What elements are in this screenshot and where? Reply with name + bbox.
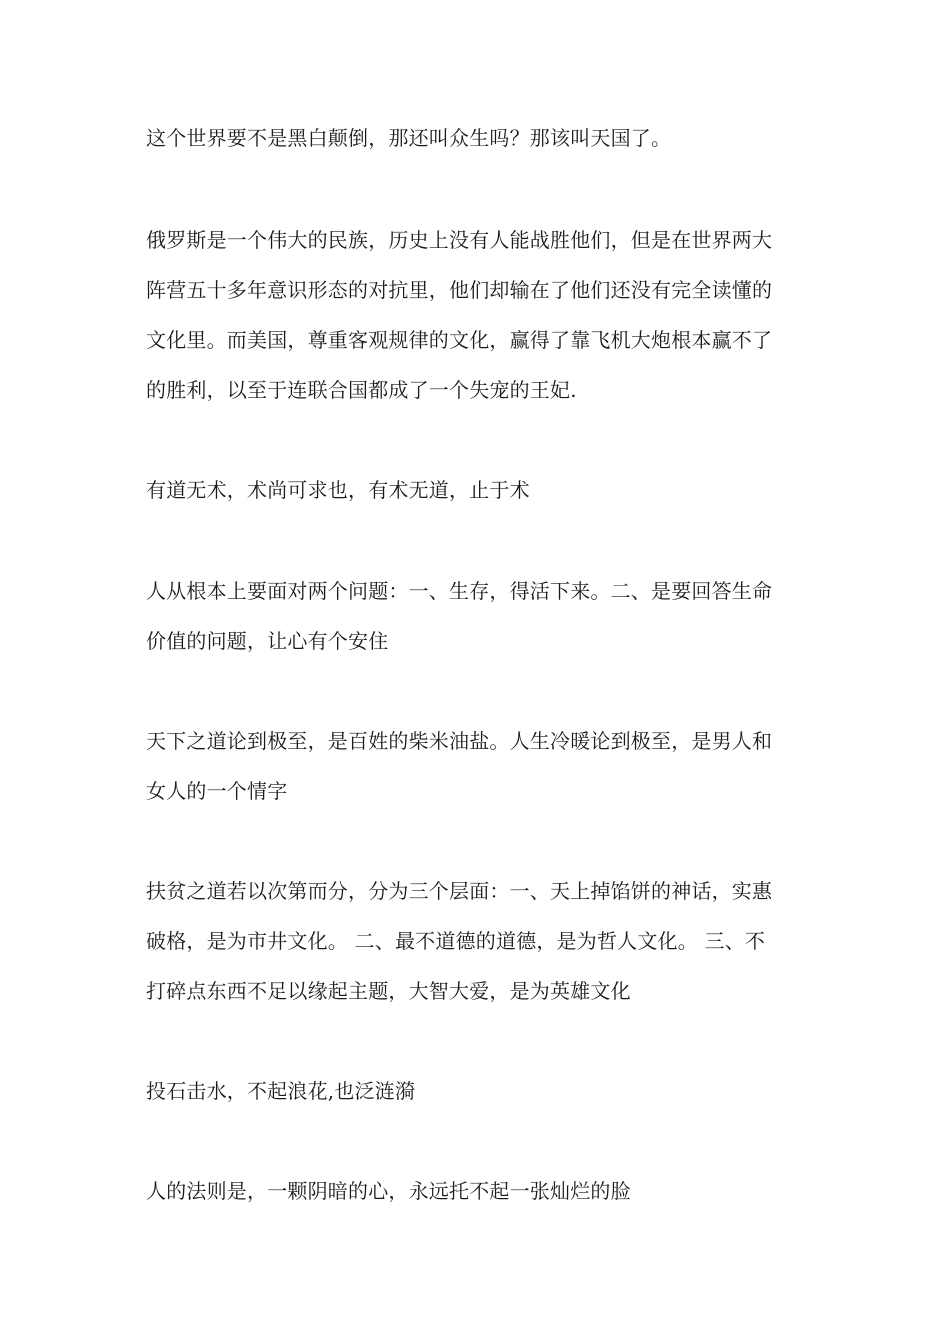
paragraph-daily-life xyxy=(146,716,812,816)
paragraph-dao-shu xyxy=(146,465,812,515)
text-line: 价值的问题，让心有个安住 xyxy=(146,629,389,653)
text-line: 的胜利，以至于连联合国都成了一个失宠的王妃. xyxy=(146,378,577,402)
text-line: 打碎点东西不足以缘起主题，大智大爱，是为英雄文化 xyxy=(146,979,631,1003)
text-line: 阵营五十多年意识形态的对抗里，他们却输在了他们还没有完全读懂的 xyxy=(146,278,773,302)
text-line: 文化里。而美国，尊重客观规律的文化，赢得了靠飞机大炮根本赢不了 xyxy=(146,328,773,352)
paragraph-two-questions xyxy=(146,566,812,666)
text-line: 人的法则是，一颗阴暗的心，永远托不起一张灿烂的脸 xyxy=(146,1179,631,1203)
text-line: 人从根本上要面对两个问题：一、生存，得活下来。二、是要回答生命 xyxy=(146,579,773,603)
text-line: 投石击水，不起浪花,也泛涟漪 xyxy=(146,1079,416,1103)
text-line: 女人的一个情字 xyxy=(146,779,288,803)
text-line: 俄罗斯是一个伟大的民族，历史上没有人能战胜他们，但是在世界两大 xyxy=(146,228,773,252)
paragraph-human-law xyxy=(146,1166,812,1216)
paragraph-black-white xyxy=(146,113,812,163)
paragraph-russia xyxy=(146,215,812,415)
text-line: 有道无术，术尚可求也，有术无道，止于术 xyxy=(146,478,530,502)
paragraph-poverty-levels xyxy=(146,866,812,1016)
text-line: 这个世界要不是黑白颠倒，那还叫众生吗？那该叫天国了。 xyxy=(146,126,672,150)
text-line: 扶贫之道若以次第而分，分为三个层面：一、天上掉馅饼的神话，实惠 xyxy=(146,879,773,903)
text-line: 破格，是为市井文化。 二、最不道德的道德，是为哲人文化。 三、不 xyxy=(146,929,766,953)
paragraph-stone-water xyxy=(146,1066,812,1116)
text-line: 天下之道论到极至，是百姓的柴米油盐。人生冷暖论到极至，是男人和 xyxy=(146,729,773,753)
